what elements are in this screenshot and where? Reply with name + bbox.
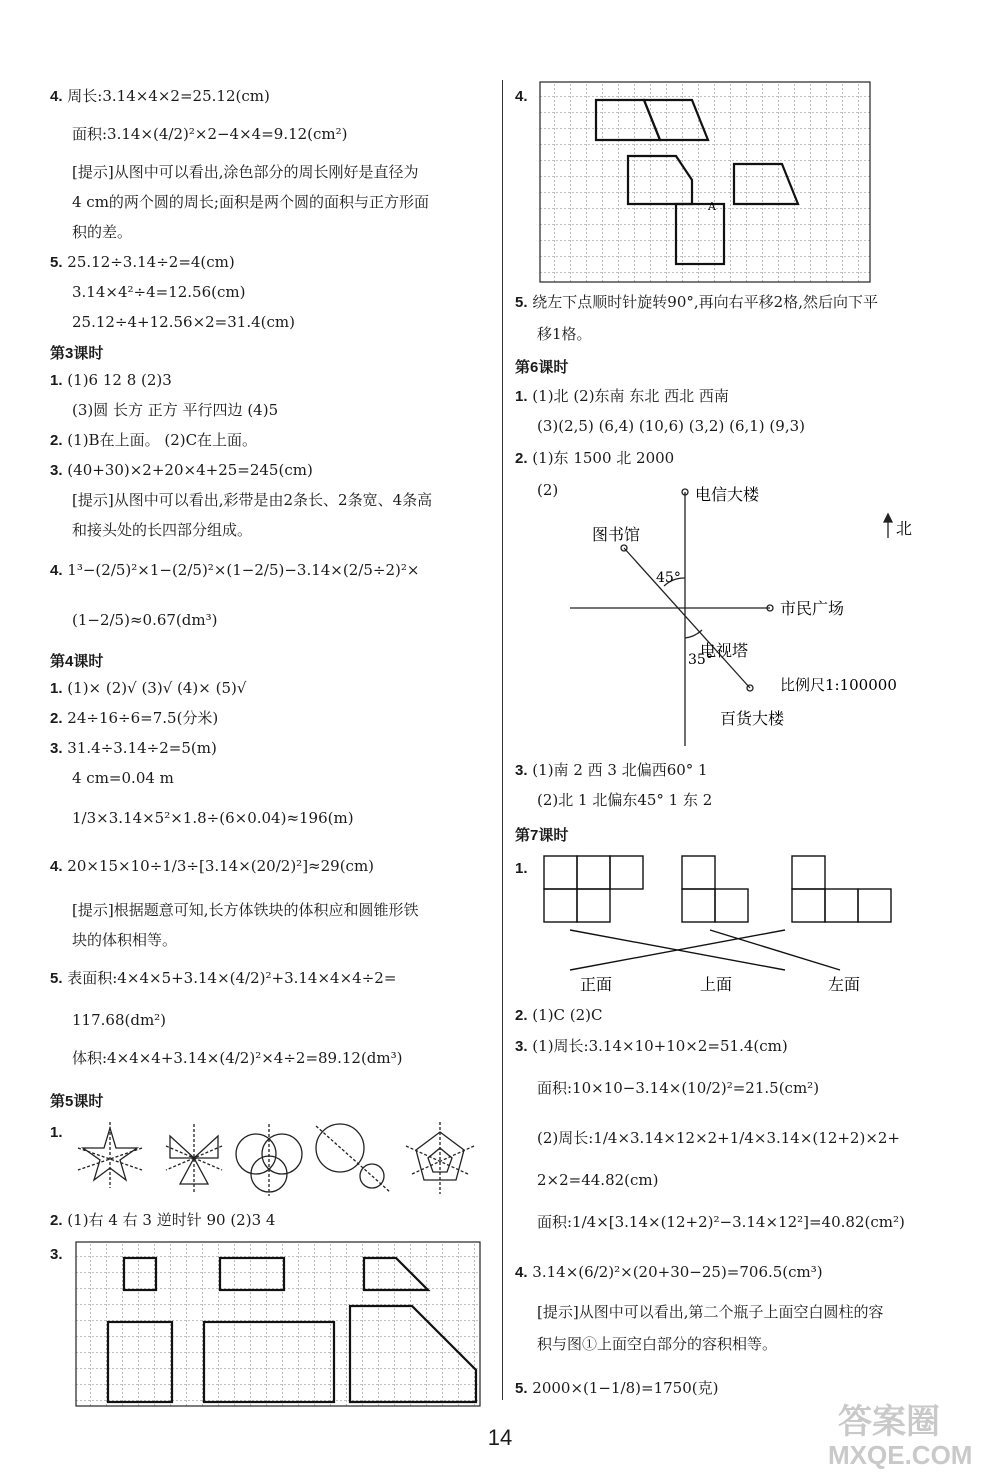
question-number: 1. [50,1124,63,1141]
answer-line: 4. 周长:3.14×4×2=25.12(cm) [50,87,270,105]
answer-line: 2. (1)C (2)C [515,1006,603,1024]
view-label-left: 左面 [828,975,861,994]
answer-line: 5. 2000×(1−1/8)=1750(克) [515,1379,719,1397]
hint-line: 块的体积相等。 [72,931,178,949]
svg-text:A: A [708,200,716,213]
map-label-dept: 百货大楼 [720,709,785,728]
hint-line: 积与图①上面空白部分的容积相等。 [537,1335,778,1353]
pentagon-figure [406,1122,474,1194]
answer-line: 面积:10×10−3.14×(10/2)²=21.5(cm²) [537,1079,820,1097]
answer-line: (2)周长:1/4×3.14×12×2+1/4×3.14×(12+2)×2+ [537,1129,901,1147]
map-label-north: 北 [896,519,913,538]
question-number: 4. [515,88,528,105]
page-number: 14 [487,1425,513,1450]
answer-line: 2. (1)东 1500 北 2000 [515,449,675,467]
watermark-logo: 答案圈 [838,1403,940,1441]
watermark-url: MXQE.COM [828,1440,973,1470]
answer-line: 2. (1)右 4 右 3 逆时针 90 (2)3 4 [50,1211,276,1229]
map-label-telecom: 电信大楼 [695,485,760,504]
grid-figure-lesson4 [538,80,873,285]
answer-line: (1−2/5)≈0.67(dm³) [72,611,218,629]
answer-line: 3. (1)南 2 西 3 北偏西60° 1 [515,761,708,779]
hint-line: [提示]从图中可以看出,涂色部分的周长刚好是直径为 [72,163,419,181]
hint-line: [提示]从图中可以看出,彩带是由2条长、2条宽、4条高 [72,491,433,509]
lesson-heading: 第4课时 [50,653,104,670]
answer-line: (2)北 1 北偏东45° 1 东 2 [537,791,713,809]
lesson-heading: 第6课时 [515,359,569,376]
symmetry-figures [70,1118,490,1198]
star-figure [78,1122,142,1188]
hint-line: 和接头处的长四部分组成。 [72,521,253,539]
answer-line: 1. (1)北 (2)东南 东北 西北 西南 [515,387,729,405]
view-label-front: 正面 [580,975,613,994]
lesson-heading: 第7课时 [515,827,569,844]
answer-line: 25.12÷4+12.56×2=31.4(cm) [72,313,295,331]
answer-line: 3.14×4²÷4=12.56(cm) [72,283,246,301]
answer-line: 4 cm=0.04 m [72,769,174,787]
answer-line: 1. (1)6 12 8 (2)3 [50,371,172,389]
lesson-heading: 第3课时 [50,345,104,362]
map-label-angle2: 35° [688,652,713,668]
answer-line: 5. 绕左下点顺时针旋转90°,再向右平移2格,然后向下平 [515,293,878,311]
answer-line: (3)圆 长方 正方 平行四边 (4)5 [72,401,279,419]
answer-line: 体积:4×4×4+3.14×(4/2)²×4÷2=89.12(dm³) [72,1049,403,1067]
answer-line: 面积:3.14×(4/2)²×2−4×4=9.12(cm²) [72,125,348,143]
answer-line: 2. 24÷16÷6=7.5(分米) [50,709,219,727]
lesson-heading: 第5课时 [50,1093,104,1110]
answer-line: 4. 3.14×(6/2)²×(20+30−25)=706.5(cm³) [515,1263,823,1281]
grid-figure-lesson5 [74,1240,484,1410]
answer-line: 1. (1)× (2)√ (3)√ (4)× (5)√ [50,679,247,697]
direction-map [560,478,940,750]
hint-line: [提示]根据题意可知,长方体铁块的体积应和圆锥形铁 [72,901,419,919]
map-label-library: 图书馆 [592,525,641,544]
answer-line: 2. (1)B在上面。 (2)C在上面。 [50,431,258,449]
map-label-tv: 电视塔 [700,641,749,660]
view-label-top: 上面 [700,975,733,994]
triangle-pinwheel-figure [166,1124,222,1194]
three-circles-figure [236,1124,302,1196]
column-divider [502,80,503,1400]
answer-line: 3. (1)周长:3.14×10+10×2=51.4(cm) [515,1037,788,1055]
answer-line: 移1格。 [537,325,592,343]
answer-line: 1/3×3.14×5²×1.8÷(6×0.04)≈196(m) [72,809,354,827]
answer-line: 3. 31.4÷3.14÷2=5(m) [50,739,217,757]
hint-line: 4 cm的两个圆的周长;面积是两个圆的面积与正方形面 [72,193,429,211]
answer-line: (2) [537,481,559,499]
answer-line: 5. 表面积:4×4×5+3.14×(4/2)²+3.14×4×4÷2= [50,969,397,987]
map-label-plaza: 市民广场 [780,599,845,618]
map-label-angle1: 45° [656,570,681,586]
answer-line: 4. 20×15×10÷1/3÷[3.14×(20/2)²]≈29(cm) [50,857,375,875]
two-circles-figure [316,1124,390,1192]
hint-line: [提示]从图中可以看出,第二个瓶子上面空白圆柱的容 [537,1303,884,1321]
answer-line: 4. 1³−(2/5)²×1−(2/5)²×(1−2/5)−3.14×(2/5÷2)²× [50,561,420,579]
answer-line: 5. 25.12÷3.14÷2=4(cm) [50,253,235,271]
answer-line: 3. (40+30)×2+20×4+25=245(cm) [50,461,313,479]
answer-line: 2×2=44.82(cm) [537,1171,659,1189]
question-number: 1. [515,860,528,877]
answer-line: (3)(2,5) (6,4) (10,6) (3,2) (6,1) (9,3) [537,417,805,435]
question-number: 3. [50,1246,63,1263]
hint-line: 积的差。 [72,223,133,241]
answer-line: 117.68(dm²) [72,1011,167,1029]
map-label-scale: 比例尺1:100000 [780,676,897,694]
answer-line: 面积:1/4×[3.14×(12+2)²−3.14×12²]=40.82(cm²) [537,1213,905,1231]
three-views-figure [540,850,900,995]
